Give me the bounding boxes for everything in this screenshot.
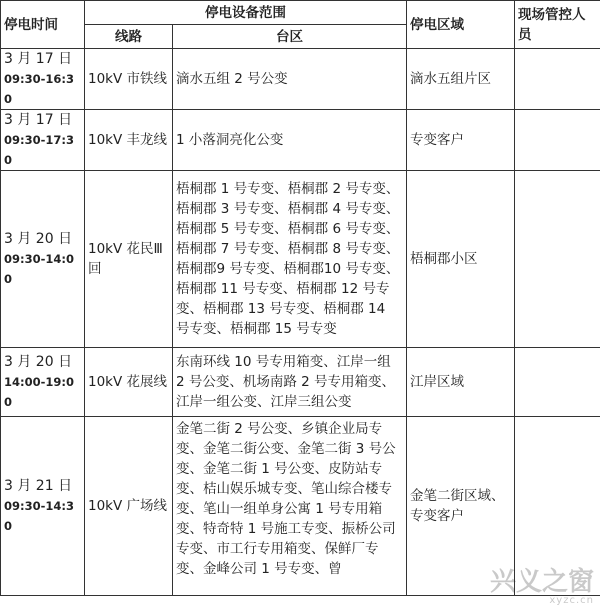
- header-staff: 现场管控人员: [515, 1, 600, 49]
- date-text: 3 月 20 日: [4, 354, 73, 370]
- line-cell: 10kV 花民Ⅲ回: [85, 171, 173, 348]
- header-region: 停电区域: [407, 1, 515, 49]
- staff-cell: [515, 348, 600, 417]
- line-cell: 10kV 广场线: [85, 417, 173, 596]
- watermark-url: xyzc.cn: [549, 595, 594, 606]
- time-cell: [1, 49, 85, 110]
- time-cell: [1, 110, 85, 171]
- region-cell: 金笔二街区域、专变客户: [407, 417, 515, 596]
- watermark-brand: 兴义之窗: [489, 567, 594, 597]
- table-row: [1, 417, 600, 596]
- time-range-text: 09:30-14:30: [4, 499, 74, 533]
- line-cell: 10kV 丰龙线: [85, 110, 173, 171]
- station-cell: 金笔二街 2 号公变、乡镇企业局专变、金笔二街公变、金笔二街 3 号公变、金笔二街 1 号公变、皮防站专变、桔山娱乐城专变、笔山综合楼专变、笔山一组单身公寓 1 号专用箱变、特奇特 1 号施工专变、振桥公司专变、市工行专用箱变、保鲜厂专变、金峰公司 1 号专变、曾: [173, 417, 407, 596]
- date-text: 3 月 20 日: [4, 231, 73, 247]
- time-range-text: 09:30-17:30: [4, 133, 74, 167]
- table-row: [1, 171, 600, 348]
- date-text: 3 月 17 日: [4, 51, 73, 67]
- date-text: 3 月 21 日: [4, 478, 73, 494]
- table-row: [1, 49, 600, 110]
- header-line: 线路: [85, 25, 173, 49]
- station-cell: 东南环线 10 号专用箱变、江岸一组 2 号公变、机场南路 2 号专用箱变、江岸一组公变、江岸三组公变: [173, 348, 407, 417]
- time-cell: [1, 417, 85, 596]
- time-range-text: 09:30-14:00: [4, 252, 74, 286]
- header-station: 台区: [173, 25, 407, 49]
- line-cell: 10kV 花展线: [85, 348, 173, 417]
- staff-cell: [515, 110, 600, 171]
- line-cell: 10kV 市铁线: [85, 49, 173, 110]
- station-cell: 梧桐郡 1 号专变、梧桐郡 2 号专变、梧桐郡 3 号专变、梧桐郡 4 号专变、梧桐郡 5 号专变、梧桐郡 6 号专变、梧桐郡 7 号专变、梧桐郡 8 号专变、梧桐郡9 号专变、梧桐郡10 号专变、梧桐郡 11 号专变、梧桐郡 12 号专变、梧桐郡 13 号专变、梧桐郡 14 号专变、梧桐郡 15 号专变: [173, 171, 407, 348]
- staff-cell: [515, 417, 600, 596]
- table-row: [1, 110, 600, 171]
- staff-cell: [515, 49, 600, 110]
- staff-cell: [515, 171, 600, 348]
- time-range-text: 09:30-16:30: [4, 72, 74, 106]
- station-cell: 1 小落洞亮化公变: [173, 110, 407, 171]
- region-cell: 梧桐郡小区: [407, 171, 515, 348]
- region-cell: 江岸区域: [407, 348, 515, 417]
- station-cell: 滴水五组 2 号公变: [173, 49, 407, 110]
- header-row-1: [1, 1, 600, 25]
- header-range: 停电设备范围: [85, 1, 407, 25]
- time-range-text: 14:00-19:00: [4, 375, 74, 409]
- region-cell: 滴水五组片区: [407, 49, 515, 110]
- header-time: 停电时间: [1, 1, 85, 49]
- table-row: [1, 348, 600, 417]
- region-cell: 专变客户: [407, 110, 515, 171]
- date-text: 3 月 17 日: [4, 112, 73, 128]
- time-cell: [1, 171, 85, 348]
- time-cell: [1, 348, 85, 417]
